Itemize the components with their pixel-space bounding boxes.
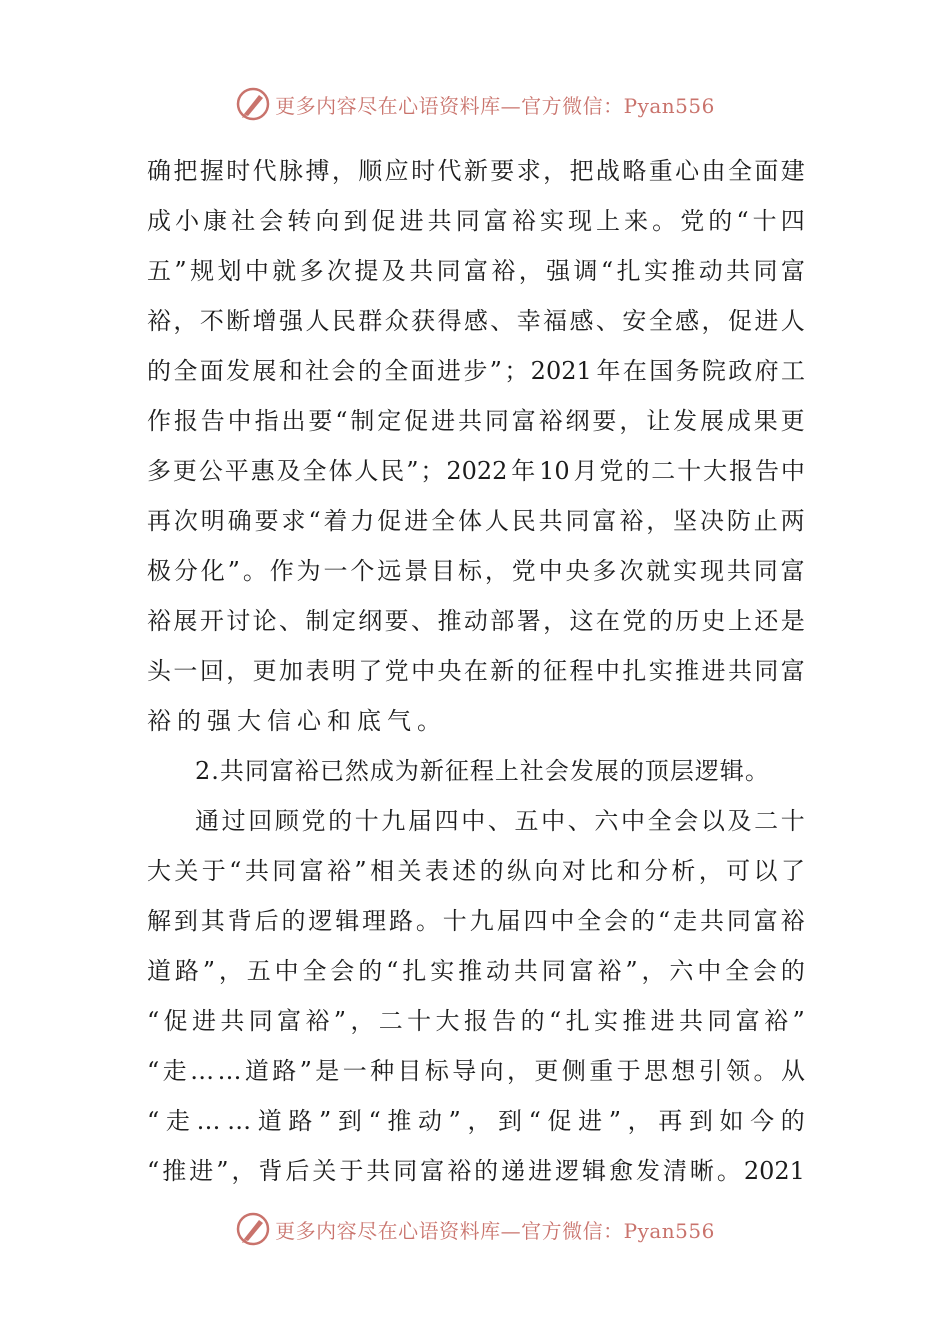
footer-watermark xyxy=(0,1205,950,1253)
text-line: 解 到 其 背 后 的 逻 辑 理 路 。 十 九 届 四 中 全 会 的 “ 走 共 同 富 裕 xyxy=(147,907,805,935)
text-line: 裕的强大信心和底气。 xyxy=(147,707,447,735)
pen-logo-icon xyxy=(235,1211,271,1247)
text-line: 头 一 回 ， 更 加 表 明 了 党 中 央 在 新 的 征 程 中 扎 实 推 进 共 同 富 xyxy=(147,657,805,685)
watermark-text: 更多内容尽在心语资料库—官方微信：Pyan556 xyxy=(275,1218,715,1243)
text-line: 成 小 康 社 会 转 向 到 促 进 共 同 富 裕 实 现 上 来 。 党 的 “ 十 四 xyxy=(147,207,805,235)
text-line: 多 更 公 平 惠 及 全 体 人 民 ” ； 2022 年 10 月 党 的 二 十 大 报 告 中 xyxy=(147,457,805,485)
text-line: “ 走 … … 道 路 ” 是 一 种 目 标 导 向 ， 更 侧 重 于 思 想 引 领 。 从 xyxy=(147,1057,805,1085)
text-line: 的 全 面 发 展 和 社 会 的 全 面 进 步 ” ； 2021 年 在 国 务 院 政 府 工 xyxy=(147,357,805,385)
watermark-text: 更多内容尽在心语资料库—官方微信：Pyan556 xyxy=(275,93,715,118)
text-line: 确 把 握 时 代 脉 搏 ， 顺 应 时 代 新 要 求 ， 把 战 略 重 心 由 全 面 建 xyxy=(147,157,805,185)
text-line: 再 次 明 确 要 求 “ 着 力 促 进 全 体 人 民 共 同 富 裕 ， 坚 决 防 止 两 xyxy=(147,507,805,535)
text-line: 裕 ， 不 断 增 强 人 民 群 众 获 得 感 、 幸 福 感 、 安 全 感 ， 促 进 人 xyxy=(147,307,805,335)
text-line: “ 推 进 ” ， 背 后 关 于 共 同 富 裕 的 递 进 逻 辑 愈 发 清 晰 。 2021 xyxy=(147,1157,805,1185)
text-line: 极 分 化 ” 。 作 为 一 个 远 景 目 标 ， 党 中 央 多 次 就 实 现 共 同 富 xyxy=(147,557,805,585)
text-line: 道 路 ” ， 五 中 全 会 的 “ 扎 实 推 动 共 同 富 裕 ” ， 六 中 全 会 的 xyxy=(147,957,805,985)
pen-logo-icon xyxy=(235,86,271,122)
text-line: 作 报 告 中 指 出 要 “ 制 定 促 进 共 同 富 裕 纲 要 ， 让 发 展 成 果 更 xyxy=(147,407,805,435)
text-line: 通 过 回 顾 党 的 十 九 届 四 中 、 五 中 、 六 中 全 会 以 及 二 十 xyxy=(195,807,805,835)
header-watermark xyxy=(0,80,950,128)
text-line: 裕 展 开 讨 论 、 制 定 纲 要 、 推 动 部 署 ， 这 在 党 的 历 史 上 还 是 xyxy=(147,607,805,635)
article-body xyxy=(147,146,805,1196)
section-heading: 2.共同富裕已然成为新征程上社会发展的顶层逻辑。 xyxy=(195,757,770,785)
text-line: 大 关 于 “ 共 同 富 裕 ” 相 关 表 述 的 纵 向 对 比 和 分 析 ， 可 以 了 xyxy=(147,857,805,885)
text-line: 五 ” 规 划 中 就 多 次 提 及 共 同 富 裕 ， 强 调 “ 扎 实 推 动 共 同 富 xyxy=(147,257,805,285)
text-line: “ 促 进 共 同 富 裕 ” ， 二 十 大 报 告 的 “ 扎 实 推 进 共 同 富 裕 ” xyxy=(147,1007,805,1035)
text-line: “ 走 … … 道 路 ” 到 “ 推 动 ” ， 到 “ 促 进 ” ， 再 到 如 今 的 xyxy=(147,1107,805,1135)
